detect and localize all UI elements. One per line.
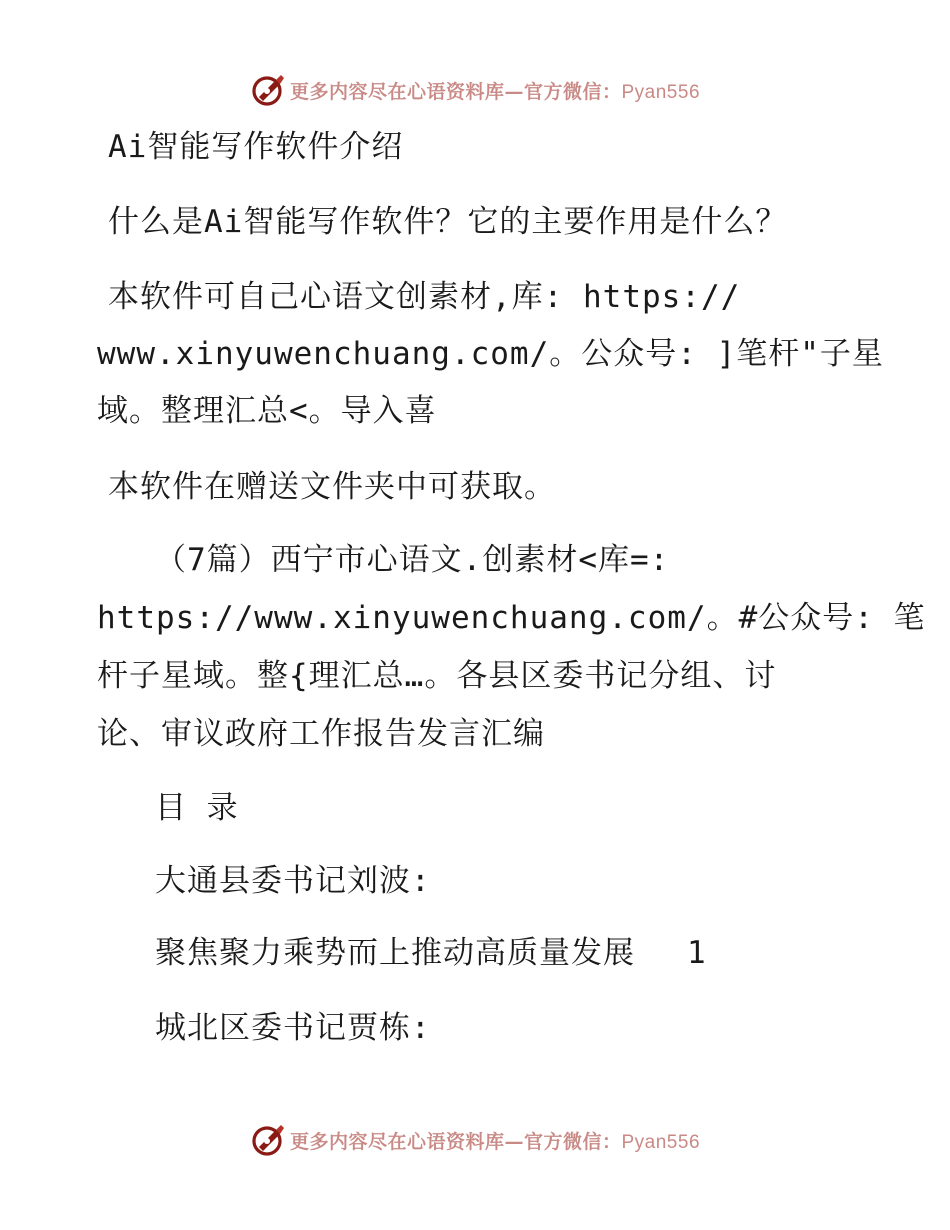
compile-line: （7篇）西宁市心语文.创素材<库=: [155, 542, 670, 578]
intro-line: 域。整理汇总<。导入喜 [97, 393, 437, 429]
toc-entry [155, 933, 707, 973]
footer-banner-text: 更多内容尽在心语资料库—官方微信：Pyan556 [289, 1130, 701, 1153]
toc-heading: 目 录 [155, 790, 239, 826]
intro-line: www.xinyuwenchuang.com/。公众号: ]笔杆"子星 [97, 336, 884, 372]
intro-line: 本软件可自己心语文创素材,库: https:// [108, 279, 741, 315]
compile-line: 论、审议政府工作报告发言汇编 [97, 716, 545, 752]
doc-question: 什么是Ai智能写作软件？它的主要作用是什么？ [108, 204, 788, 240]
toc-page-number: 1 [687, 935, 707, 971]
pen-logo-icon [250, 1122, 286, 1158]
header-banner-text: 更多内容尽在心语资料库—官方微信：Pyan556 [289, 80, 701, 103]
doc-title: Ai智能写作软件介绍 [108, 129, 404, 165]
footer-banner [0, 1120, 950, 1160]
toc-entry: 大通县委书记刘波: [155, 863, 431, 899]
compile-line: 杆子星域。整{理汇总…。各县区委书记分组、讨 [97, 658, 777, 694]
toc-entry: 城北区委书记贾栋: [155, 1010, 431, 1046]
toc-entry-text: 聚焦聚力乘势而上推动高质量发展 [155, 935, 635, 971]
compile-line: https://www.xinyuwenchuang.com/。#公众号: 笔 [97, 600, 926, 636]
wechat-id: Pyan556 [621, 1131, 701, 1153]
gift-note: 本软件在赠送文件夹中可获取。 [108, 469, 556, 505]
wechat-id: Pyan556 [621, 81, 701, 103]
